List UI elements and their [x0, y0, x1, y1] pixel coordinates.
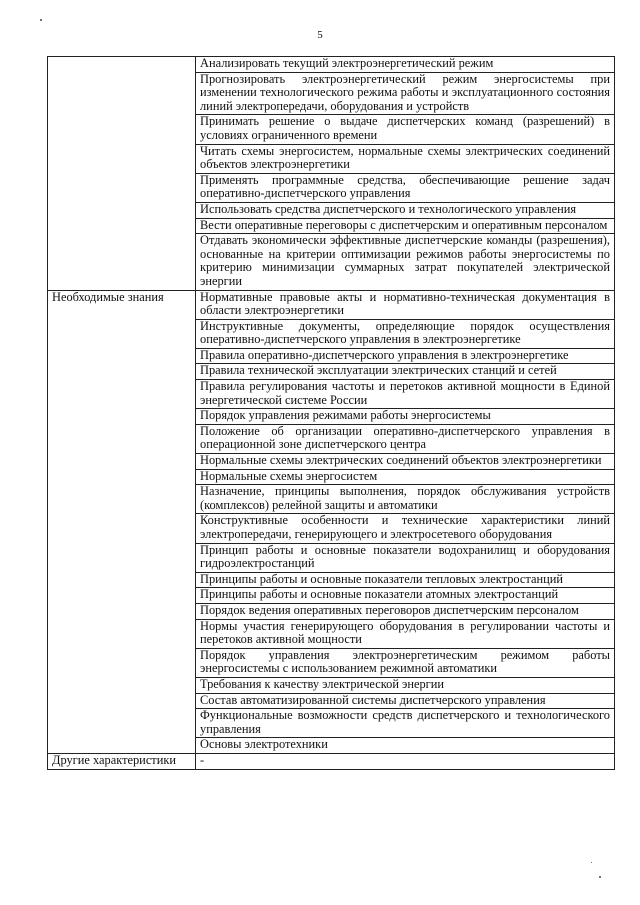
characteristic-item: - [196, 753, 615, 769]
characteristic-item: Требования к качеству электрической энергии [196, 677, 615, 693]
qualification-table [47, 56, 615, 770]
characteristic-item: Конструктивные особенности и технические характеристики линий электропередачи, генерирующего и электросетевого оборудования [196, 514, 615, 543]
characteristic-item: Инструктивные документы, определяющие порядок осуществления оперативно-диспетчерского управления в электроэнергетике [196, 319, 615, 348]
characteristic-item: Вести оперативные переговоры с диспетчерским и оперативным персоналом [196, 218, 615, 234]
characteristic-label: Другие характеристики [48, 753, 196, 769]
characteristic-item: Порядок управления электроэнергетическим режимом работы энергосистемы с использованием режимной автоматики [196, 648, 615, 677]
table-row [48, 753, 615, 769]
characteristic-item: Прогнозировать электроэнергетический режим энергосистемы при изменении технологического режима работы и эксплуатационного состояния линий электропередачи, оборудования и устройств [196, 72, 615, 115]
characteristic-item: Функциональные возможности средств диспетчерского и технологического управления [196, 709, 615, 738]
characteristic-item: Принципы работы и основные показатели тепловых электростанций [196, 572, 615, 588]
characteristic-item: Использовать средства диспетчерского и технологического управления [196, 202, 615, 218]
characteristic-item: Нормальные схемы энергосистем [196, 469, 615, 485]
characteristic-item: Порядок управления режимами работы энергосистемы [196, 409, 615, 425]
characteristic-item: Правила технической эксплуатации электрических станций и сетей [196, 364, 615, 380]
characteristic-item: Отдавать экономически эффективные диспетчерские команды (разрешения), основанные на критерии оптимизации режимов работы энергосистемы по критерию минимизации суммарных затрат покупателей электрической энергии [196, 234, 615, 290]
characteristic-item: Принципы работы и основные показатели атомных электростанций [196, 588, 615, 604]
characteristic-item: Назначение, принципы выполнения, порядок обслуживания устройств (комплексов) релейной защиты и автоматики [196, 485, 615, 514]
characteristic-item: Правила оперативно-диспетчерского управления в электроэнергетике [196, 348, 615, 364]
characteristic-item: Нормы участия генерирующего оборудования в регулировании частоты и перетоков активной мощности [196, 619, 615, 648]
characteristic-item: Основы электротехники [196, 738, 615, 754]
characteristic-item: Применять программные средства, обеспечивающие решение задач оперативно-диспетчерского управления [196, 173, 615, 202]
characteristic-item: Положение об организации оперативно-диспетчерского управления в операционной зоне диспетчерского центра [196, 424, 615, 453]
characteristic-label [48, 57, 196, 291]
scan-speck [599, 876, 601, 878]
characteristic-item: Порядок ведения оперативных переговоров диспетчерским персоналом [196, 603, 615, 619]
characteristic-item: Читать схемы энергосистем, нормальные схемы электрических соединений объектов электроэнергетики [196, 144, 615, 173]
characteristic-item: Анализировать текущий электроэнергетический режим [196, 57, 615, 73]
page-number: 5 [317, 29, 323, 41]
characteristic-item: Нормальные схемы электрических соединений объектов электроэнергетики [196, 454, 615, 470]
characteristic-item: Правила регулирования частоты и перетоков активной мощности в Единой энергетической системе России [196, 380, 615, 409]
characteristic-item: Принцип работы и основные показатели водохранилищ и оборудования гидроэлектростанций [196, 543, 615, 572]
scan-speck [591, 862, 592, 863]
characteristic-item: Состав автоматизированной системы диспетчерского управления [196, 693, 615, 709]
table-row [48, 290, 615, 319]
table-row [48, 57, 615, 73]
characteristic-item: Принимать решение о выдаче диспетчерских команд (разрешений) в условиях ограниченного времени [196, 115, 615, 144]
characteristic-label: Необходимые знания [48, 290, 196, 753]
table-body [48, 57, 615, 770]
characteristic-item: Нормативные правовые акты и нормативно-техническая документация в области электроэнергетики [196, 290, 615, 319]
scan-speck [40, 19, 42, 21]
